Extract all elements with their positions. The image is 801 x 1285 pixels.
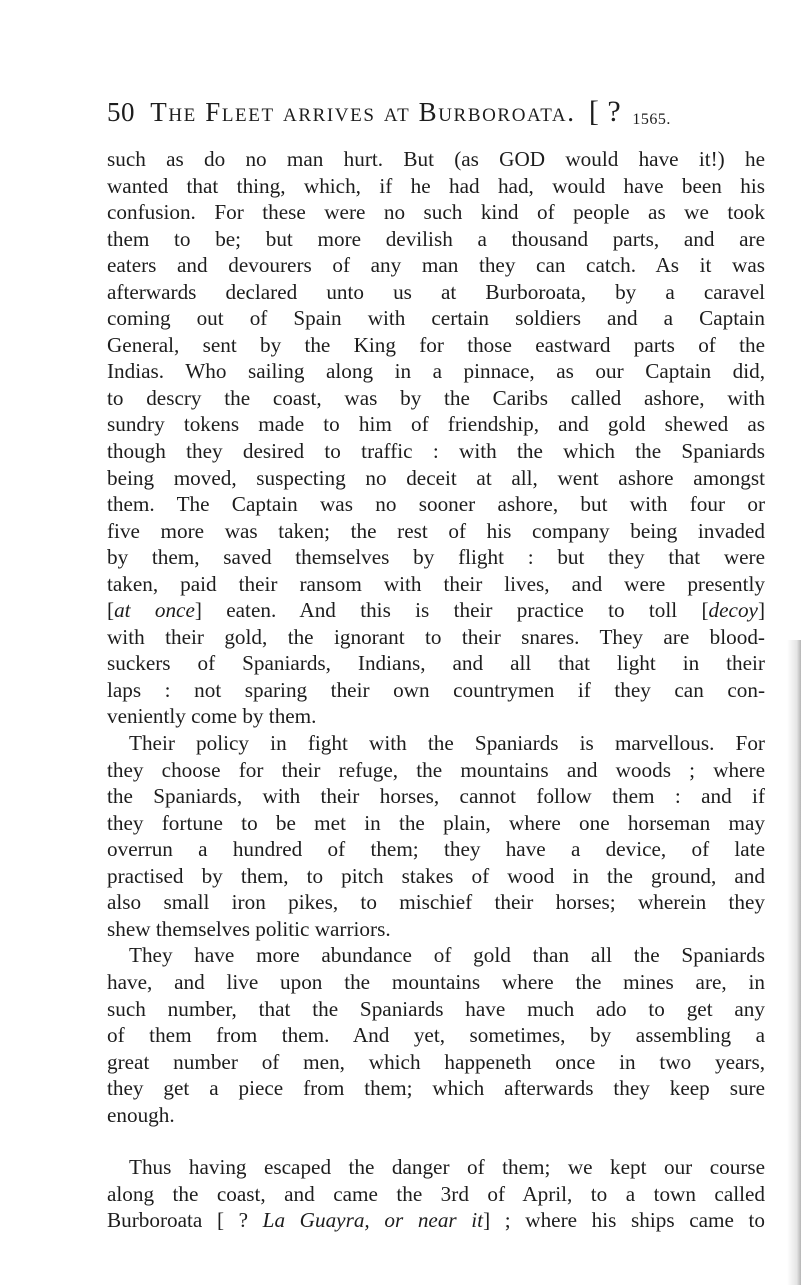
text-line: afterwards declared unto us at Burboroata, by a caravel (107, 279, 765, 304)
date-bracket: [ ? (588, 95, 622, 128)
text-line: they choose for their refuge, the mountains and woods ; where (107, 757, 765, 782)
text-line: the Spaniards, with their horses, cannot follow them : and if (107, 784, 765, 809)
text-line: laps : not sparing their own countrymen if they can con- (107, 677, 765, 702)
text-line: They have more abundance of gold than all the Spaniards (129, 943, 765, 968)
text-line: eaters and devourers of any man they can catch. As it was (107, 253, 765, 278)
text-line: Their policy in fight with the Spaniards is marvellous. For (129, 731, 765, 756)
text-line: being moved, suspecting no deceit at all, went ashore amongst (107, 465, 765, 490)
text-line: along the coast, and came the 3rd of April, to a town called (107, 1181, 765, 1206)
running-title: The Fleet arrives at Burboroata. (150, 97, 576, 127)
text-line: such number, that the Spaniards have much ado to get any (107, 996, 765, 1021)
text-line: also small iron pikes, to mischief their horses; wherein they (107, 890, 765, 915)
text-line: sundry tokens made to him of friendship, and gold shewed as (107, 412, 765, 437)
text-line: suckers of Spaniards, Indians, and all that light in their (107, 651, 765, 676)
text-line: enough. (107, 1102, 175, 1127)
text-line: overrun a hundred of them; they have a device, of late (107, 837, 765, 862)
text-line: have, and live upon the mountains where the mines are, in (107, 969, 765, 994)
text-line: of them from them. And yet, sometimes, by assembling a (107, 1023, 765, 1048)
body-text (107, 146, 765, 1234)
text-line: Thus having escaped the danger of them; we kept our course (129, 1155, 765, 1180)
text-line: practised by them, to pitch stakes of wood in the ground, and (107, 863, 765, 888)
text-line: such as do no man hurt. But (as GOD would have it!) he (107, 147, 765, 171)
italic-phrase: or near it (384, 1208, 484, 1233)
text-line: five more was taken; the rest of his company being invaded (107, 518, 765, 543)
text-line: confusion. For these were no such kind of people as we took (107, 200, 765, 225)
text-line: though they desired to traffic : with the which the Spaniards (107, 439, 765, 464)
text-line: by them, saved themselves by flight : but they that were (107, 545, 765, 570)
italic-phrase: decoy (708, 598, 758, 623)
text-line: them. The Captain was no sooner ashore, but with four or (107, 492, 765, 517)
running-year: 1565. (632, 111, 671, 128)
page-edge-shadow (787, 640, 801, 1285)
text-line: they get a piece from them; which afterwards they keep sure (107, 1076, 765, 1101)
text-line: General, sent by the King for those eastward parts of the (107, 332, 765, 357)
text-line: great number of men, which happeneth once in two years, (107, 1049, 765, 1074)
text-line: veniently come by them. (107, 704, 317, 729)
text-line: them to be; but more devilish a thousand parts, and are (107, 226, 765, 251)
italic-phrase: La Guayra, (262, 1208, 370, 1233)
text-line: with their gold, the ignorant to their snares. They are blood- (107, 624, 765, 649)
text-line: coming out of Spain with certain soldiers and a Captain (107, 306, 765, 331)
text-line: Indias. Who sailing along in a pinnace, as our Captain did, (107, 359, 765, 384)
text-line: wanted that thing, which, if he had had, would have been his (107, 173, 765, 198)
text-line: [at once] eaten. And this is their practice to toll [decoy] (107, 598, 765, 623)
text-line: Burboroata [ ? La Guayra, or near it] ; where his ships came to (107, 1208, 765, 1233)
text-line: taken, paid their ransom with their lives, and were presently (107, 571, 765, 596)
text-line: to descry the coast, was by the Caribs called ashore, with (107, 385, 765, 410)
italic-phrase: at once (114, 598, 195, 623)
running-head (107, 95, 767, 135)
text-line: shew themselves politic warriors. (107, 916, 391, 941)
text-line: they fortune to be met in the plain, where one horseman may (107, 810, 765, 835)
page-number: 50 (107, 97, 135, 127)
